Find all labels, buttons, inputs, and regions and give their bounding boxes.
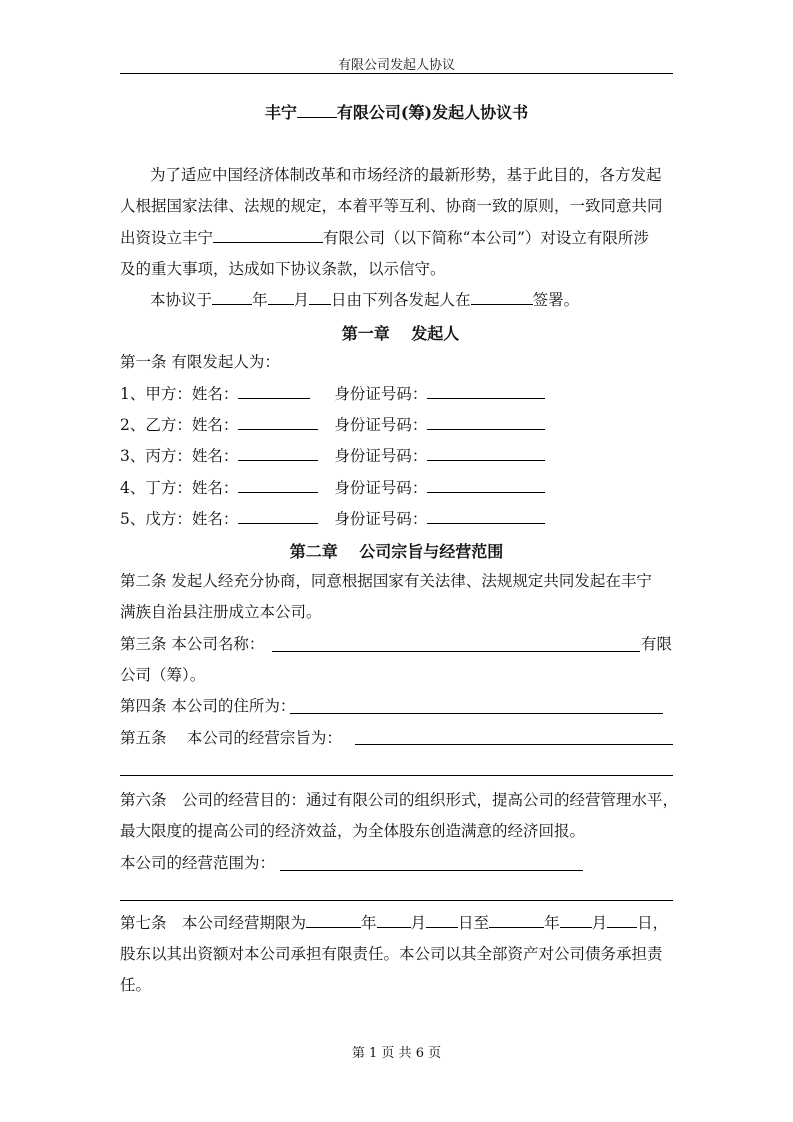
signing-month-blank[interactable] bbox=[268, 290, 294, 305]
promoter-name-blank[interactable] bbox=[238, 509, 318, 524]
title-blank[interactable] bbox=[297, 103, 337, 118]
article-7-day-2: 日， bbox=[637, 914, 669, 932]
promoter-id-label: 身份证号码： bbox=[334, 416, 428, 434]
promoter-row bbox=[120, 446, 545, 466]
article-7-line-2: 股东以其出资额对本公司承担有限责任。本公司以其全部资产对公司债务承担责 bbox=[120, 945, 663, 963]
term-start-month-blank[interactable] bbox=[377, 913, 411, 928]
company-name-blank[interactable] bbox=[213, 228, 323, 243]
article-7-month-2: 月 bbox=[591, 914, 608, 932]
preamble-line-3 bbox=[120, 228, 649, 248]
signing-day-blank[interactable] bbox=[309, 290, 331, 305]
promoter-id-blank[interactable] bbox=[427, 446, 545, 461]
purpose-field[interactable] bbox=[355, 744, 673, 745]
preamble-line-3-b: 有限公司（以下简称“本公司”）对设立有限所涉 bbox=[323, 229, 649, 247]
company-name-field[interactable] bbox=[272, 651, 640, 652]
promoter-label: 1、甲方：姓名： bbox=[120, 385, 239, 403]
article-7-year-2: 年 bbox=[544, 914, 560, 932]
article-5-label: 第五条 本公司的经营宗旨为： bbox=[120, 729, 342, 747]
promoter-name-blank[interactable] bbox=[238, 446, 318, 461]
article-2-line-2: 满族自治县注册成立本公司。 bbox=[120, 603, 322, 621]
promoter-id-blank[interactable] bbox=[427, 384, 545, 399]
promoter-id-label: 身份证号码： bbox=[334, 510, 428, 528]
promoter-name-blank[interactable] bbox=[238, 384, 310, 399]
article-7-a: 第七条 本公司经营期限为 bbox=[120, 914, 307, 932]
signing-a: 本协议于 bbox=[150, 291, 213, 309]
signing-place-blank[interactable] bbox=[471, 290, 533, 305]
article-7-year: 年 bbox=[361, 914, 377, 932]
chapter-2-title: 第二章 公司宗旨与经营范围 bbox=[289, 542, 504, 561]
scope-field[interactable] bbox=[280, 870, 583, 871]
preamble-line-2: 人根据国家法律、法规的规定，本着平等互利、协商一致的原则，一致同意共同 bbox=[120, 197, 663, 215]
purpose-field-line-2[interactable] bbox=[120, 775, 673, 776]
promoter-row bbox=[120, 509, 545, 529]
signing-line bbox=[150, 290, 579, 310]
address-field[interactable] bbox=[290, 713, 663, 714]
chapter-1-title: 第一章 发起人 bbox=[341, 324, 460, 343]
promoter-id-blank[interactable] bbox=[427, 415, 545, 430]
term-start-day-blank[interactable] bbox=[426, 913, 458, 928]
promoter-name-blank[interactable] bbox=[238, 478, 318, 493]
term-start-year-blank[interactable] bbox=[306, 913, 361, 928]
document-title bbox=[0, 100, 793, 123]
article-1: 第一条 有限发起人为： bbox=[120, 353, 280, 371]
scope-label: 本公司的经营范围为： bbox=[120, 854, 276, 872]
signing-end: 签署。 bbox=[532, 291, 580, 309]
promoter-label: 5、戊方：姓名： bbox=[120, 510, 239, 528]
running-header: 有限公司发起人协议 bbox=[337, 58, 455, 73]
promoter-name-blank[interactable] bbox=[238, 415, 318, 430]
article-6-line-1: 第六条 公司的经营目的：通过有限公司的组织形式，提高公司的经营管理水平， bbox=[120, 791, 679, 809]
article-3-line-2: 公司（筹）。 bbox=[120, 666, 206, 684]
article-4-label: 第四条 本公司的住所为： bbox=[120, 697, 296, 715]
signing-year-blank[interactable] bbox=[212, 290, 252, 305]
promoter-id-label: 身份证号码： bbox=[334, 385, 428, 403]
term-end-year-blank[interactable] bbox=[489, 913, 544, 928]
promoter-id-blank[interactable] bbox=[427, 509, 545, 524]
signing-month: 月 bbox=[293, 291, 310, 309]
article-3-end: 有限 bbox=[641, 635, 673, 653]
promoter-label: 3、丙方：姓名： bbox=[120, 447, 239, 465]
term-end-day-blank[interactable] bbox=[607, 913, 637, 928]
title-prefix: 丰宁 bbox=[264, 103, 297, 122]
article-6-line-2: 最大限度的提高公司的经济效益，为全体股东创造满意的经济回报。 bbox=[120, 822, 586, 840]
article-7-month: 月 bbox=[410, 914, 427, 932]
term-end-month-blank[interactable] bbox=[560, 913, 592, 928]
scope-field-line-2[interactable] bbox=[120, 900, 673, 901]
promoter-id-label: 身份证号码： bbox=[334, 447, 428, 465]
header-rule bbox=[120, 73, 673, 74]
promoter-label: 2、乙方：姓名： bbox=[120, 416, 239, 434]
preamble-line-1: 为了适应中国经济体制改革和市场经济的最新形势，基于此目的，各方发起 bbox=[150, 166, 662, 184]
article-2-line-1: 第二条 发起人经充分协商，同意根据国家有关法律、法规规定共同发起在丰宁 bbox=[120, 572, 652, 590]
article-7-line-3: 任。 bbox=[120, 976, 152, 994]
promoter-row bbox=[120, 415, 545, 435]
article-7-day-to: 日至 bbox=[458, 914, 490, 932]
article-3-label: 第三条 本公司名称： bbox=[120, 635, 265, 653]
promoter-row bbox=[120, 478, 545, 498]
preamble-line-4: 及的重大事项，达成如下协议条款，以示信守。 bbox=[120, 260, 446, 278]
signing-year: 年 bbox=[252, 291, 268, 309]
signing-day-rest: 日由下列各发起人在 bbox=[331, 291, 471, 309]
preamble-line-3-a: 出资设立丰宁 bbox=[120, 229, 214, 247]
page-number: 第 1 页 共 6 页 bbox=[351, 1046, 442, 1061]
article-7-line-1 bbox=[120, 913, 668, 933]
promoter-row bbox=[120, 384, 545, 404]
promoter-label: 4、丁方：姓名： bbox=[120, 479, 239, 497]
promoter-id-label: 身份证号码： bbox=[334, 479, 428, 497]
title-suffix: 有限公司(筹)发起人协议书 bbox=[336, 103, 529, 122]
promoter-id-blank[interactable] bbox=[427, 478, 545, 493]
